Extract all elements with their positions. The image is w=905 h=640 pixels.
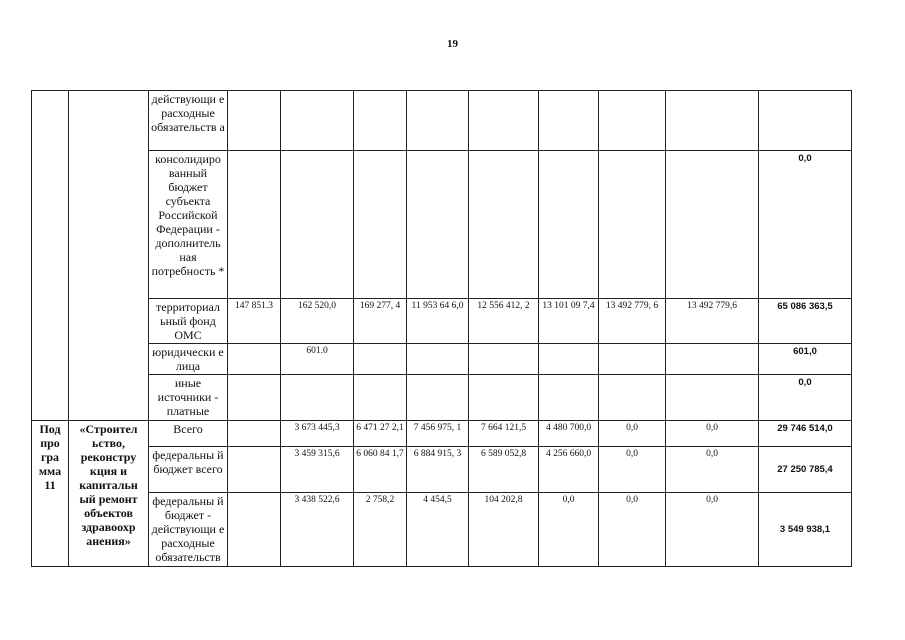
value-cell: 0,0 bbox=[666, 421, 759, 447]
value-cell bbox=[228, 447, 281, 493]
value-cell: 169 277, 4 bbox=[354, 299, 407, 344]
value-cell: 3 459 315,6 bbox=[281, 447, 354, 493]
value-cell bbox=[599, 91, 666, 151]
value-cell bbox=[469, 375, 539, 421]
value-cell bbox=[666, 344, 759, 375]
value-cell bbox=[539, 91, 599, 151]
value-cell bbox=[354, 344, 407, 375]
value-cell bbox=[469, 151, 539, 299]
total-cell: 65 086 363,5 bbox=[759, 299, 852, 344]
value-cell: 0,0 bbox=[539, 493, 599, 567]
value-cell bbox=[281, 91, 354, 151]
table-row bbox=[32, 151, 852, 299]
value-cell: 6 589 052,8 bbox=[469, 447, 539, 493]
value-cell: 4 480 700,0 bbox=[539, 421, 599, 447]
value-cell bbox=[666, 151, 759, 299]
category-cell: юридически е лица bbox=[149, 344, 228, 375]
value-cell bbox=[666, 91, 759, 151]
subprogram-label: Под про гра мма 11 bbox=[32, 421, 69, 567]
value-cell: 0,0 bbox=[666, 493, 759, 567]
value-cell bbox=[599, 344, 666, 375]
value-cell: 104 202,8 bbox=[469, 493, 539, 567]
value-cell: 0,0 bbox=[666, 447, 759, 493]
value-cell: 7 664 121,5 bbox=[469, 421, 539, 447]
budget-table bbox=[31, 90, 852, 567]
subprogram-cell-empty bbox=[32, 375, 69, 421]
value-cell: 4 454,5 bbox=[407, 493, 469, 567]
value-cell: 3 673 445,3 bbox=[281, 421, 354, 447]
value-cell bbox=[599, 151, 666, 299]
value-cell: 6 884 915, 3 bbox=[407, 447, 469, 493]
value-cell: 7 456 975, 1 bbox=[407, 421, 469, 447]
value-cell bbox=[599, 375, 666, 421]
table-row bbox=[32, 375, 852, 421]
value-cell: 0,0 bbox=[599, 493, 666, 567]
value-cell bbox=[407, 344, 469, 375]
category-cell: консолидиро ванный бюджет субъекта Российской Федерации - дополнитель ная потребность * bbox=[149, 151, 228, 299]
value-cell bbox=[354, 151, 407, 299]
value-cell bbox=[228, 151, 281, 299]
value-cell bbox=[469, 91, 539, 151]
table-row bbox=[32, 299, 852, 344]
category-cell: федеральны й бюджет - действующи е расходные обязательств bbox=[149, 493, 228, 567]
value-cell bbox=[281, 375, 354, 421]
category-cell: Всего bbox=[149, 421, 228, 447]
value-cell: 12 556 412, 2 bbox=[469, 299, 539, 344]
total-cell: 601,0 bbox=[759, 344, 852, 375]
total-cell: 0,0 bbox=[759, 151, 852, 299]
name-cell-empty bbox=[69, 151, 149, 299]
value-cell bbox=[228, 375, 281, 421]
value-cell bbox=[539, 375, 599, 421]
value-cell: 162 520,0 bbox=[281, 299, 354, 344]
table-row bbox=[32, 447, 852, 493]
value-cell bbox=[354, 91, 407, 151]
value-cell: 6 060 84 1,7 bbox=[354, 447, 407, 493]
value-cell bbox=[407, 91, 469, 151]
subprogram-name: «Строител ьство, реконстру кция и капитальн ый ремонт объектов здравоохр анения» bbox=[69, 421, 149, 567]
subprogram-cell-empty bbox=[32, 344, 69, 375]
total-cell bbox=[759, 91, 852, 151]
total-cell: 3 549 938,1 bbox=[759, 493, 852, 567]
value-cell: 4 256 660,0 bbox=[539, 447, 599, 493]
value-cell: 2 758,2 bbox=[354, 493, 407, 567]
value-cell bbox=[469, 344, 539, 375]
value-cell bbox=[407, 151, 469, 299]
name-cell-empty bbox=[69, 91, 149, 151]
total-cell: 0,0 bbox=[759, 375, 852, 421]
category-cell: действующи е расходные обязательств а bbox=[149, 91, 228, 151]
value-cell bbox=[281, 151, 354, 299]
value-cell: 3 438 522,6 bbox=[281, 493, 354, 567]
value-cell bbox=[228, 344, 281, 375]
table-row bbox=[32, 421, 852, 447]
table-row bbox=[32, 493, 852, 567]
value-cell bbox=[228, 493, 281, 567]
value-cell: 13 492 779,6 bbox=[666, 299, 759, 344]
subprogram-cell-empty bbox=[32, 151, 69, 299]
value-cell: 11 953 64 6,0 bbox=[407, 299, 469, 344]
category-cell: федеральны й бюджет всего bbox=[149, 447, 228, 493]
value-cell bbox=[539, 151, 599, 299]
subprogram-cell-empty bbox=[32, 299, 69, 344]
value-cell: 601.0 bbox=[281, 344, 354, 375]
value-cell: 0,0 bbox=[599, 447, 666, 493]
page-number: 19 bbox=[447, 38, 458, 50]
name-cell-empty bbox=[69, 344, 149, 375]
category-cell: территориал ьный фонд ОМС bbox=[149, 299, 228, 344]
value-cell: 147 851.3 bbox=[228, 299, 281, 344]
value-cell: 0,0 bbox=[599, 421, 666, 447]
value-cell bbox=[539, 344, 599, 375]
name-cell-empty bbox=[69, 375, 149, 421]
table-row bbox=[32, 91, 852, 151]
value-cell: 13 492 779, 6 bbox=[599, 299, 666, 344]
category-cell: иные источники - платные bbox=[149, 375, 228, 421]
total-cell: 29 746 514,0 bbox=[759, 421, 852, 447]
value-cell: 6 471 27 2,1 bbox=[354, 421, 407, 447]
subprogram-cell-empty bbox=[32, 91, 69, 151]
name-cell-empty bbox=[69, 299, 149, 344]
value-cell bbox=[228, 91, 281, 151]
value-cell bbox=[354, 375, 407, 421]
table-row bbox=[32, 344, 852, 375]
value-cell bbox=[228, 421, 281, 447]
total-cell: 27 250 785,4 bbox=[759, 447, 852, 493]
value-cell: 13 101 09 7,4 bbox=[539, 299, 599, 344]
value-cell bbox=[407, 375, 469, 421]
value-cell bbox=[666, 375, 759, 421]
